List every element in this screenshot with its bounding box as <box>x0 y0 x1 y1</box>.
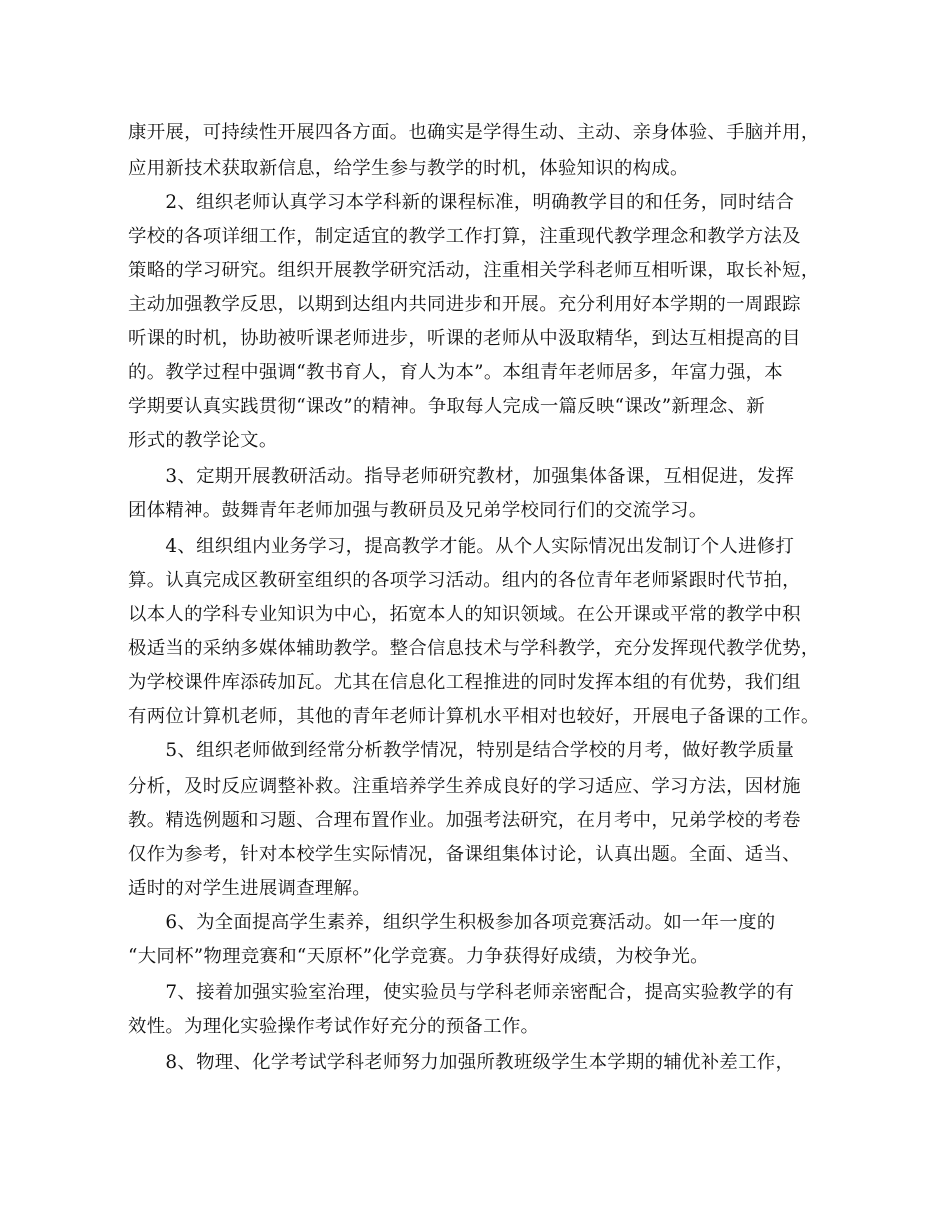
text-line: 形式的教学论文。 <box>128 430 278 451</box>
text-line: 极适当的采纳多媒体辅助教学。整合信息技术与学科教学，充分发挥现代教学优势， <box>128 638 820 659</box>
text-line: 仅作为参考，针对本校学生实际情况，备课组集体讨论，认真出题。全面、适当、 <box>128 844 801 865</box>
text-line: 效性。为理化实验操作考试作好充分的预备工作。 <box>128 1016 540 1037</box>
text-line: 适时的对学生进展调查理解。 <box>128 878 371 899</box>
text-line: 有两位计算机老师，其他的青年老师计算机水平相对也较好，开展电子备课的工作。 <box>128 706 820 727</box>
text-line: 策略的学习研究。组织开展教学研究活动，注重相关学科老师互相听课，取长补短， <box>128 260 820 281</box>
text-line: 3、定期开展教研活动。指导老师研究教材，加强集体备课，互相促进，发挥 <box>128 466 795 487</box>
text-line: “大同杯”物理竞赛和“天原杯”化学竞赛。力争获得好成绩，为校争光。 <box>128 946 709 967</box>
text-line: 为学校课件库添砖加瓦。尤其在信息化工程推进的同时发挥本组的有优势，我们组 <box>128 672 801 693</box>
text-line: 算。认真完成区教研室组织的各项学习活动。组内的各位青年老师紧跟时代节拍， <box>128 570 801 591</box>
text-line: 2、组织老师认真学习本学科新的课程标准，明确教学目的和任务，同时结合 <box>128 192 795 213</box>
text-line: 8、物理、化学考试学科老师努力加强所教班级学生本学期的辅优补差工作， <box>128 1052 795 1073</box>
text-line: 听课的时机，协助被听课老师进步，听课的老师从中汲取精华，到达互相提高的目 <box>128 328 801 349</box>
text-line: 康开展，可持续性开展四各方面。也确实是学得生动、主动、亲身体验、手脑并用， <box>128 122 820 143</box>
text-line: 应用新技术获取新信息，给学生参与教学的时机，体验知识的构成。 <box>128 158 689 179</box>
text-line: 4、组织组内业务学习，提高教学才能。从个人实际情况出发制订个人进修打 <box>128 536 795 557</box>
text-line: 主动加强教学反思，以期到达组内共同进步和开展。充分利用好本学期的一周跟踪 <box>128 294 801 315</box>
text-line: 6、为全面提高学生素养，组织学生积极参加各项竞赛活动。如一年一度的 <box>128 912 776 933</box>
text-line: 以本人的学科专业知识为中心，拓宽本人的知识领域。在公开课或平常的教学中积 <box>128 604 801 625</box>
text-line: 学校的各项详细工作，制定适宜的教学工作打算，注重现代教学理念和教学方法及 <box>128 226 801 247</box>
text-line: 7、接着加强实验室治理，使实验员与学科老师亲密配合，提高实验教学的有 <box>128 982 795 1003</box>
text-line: 分析，及时反应调整补救。注重培养学生养成良好的学习适应、学习方法，因材施 <box>128 776 801 797</box>
text-line: 教。精选例题和习题、合理布置作业。加强考法研究，在月考中，兄弟学校的考卷 <box>128 810 801 831</box>
text-line: 团体精神。鼓舞青年老师加强与教研员及兄弟学校同行们的交流学习。 <box>128 500 708 521</box>
text-line: 学期要认真实践贯彻“课改”的精神。争取每人完成一篇反映“课改”新理念、新 <box>128 396 765 417</box>
text-line: 5、组织老师做到经常分析教学情况，特别是结合学校的月考，做好教学质量 <box>128 740 795 761</box>
text-line: 的。教学过程中强调“教书育人，育人为本”。本组青年老师居多，年富力强，本 <box>128 362 783 383</box>
